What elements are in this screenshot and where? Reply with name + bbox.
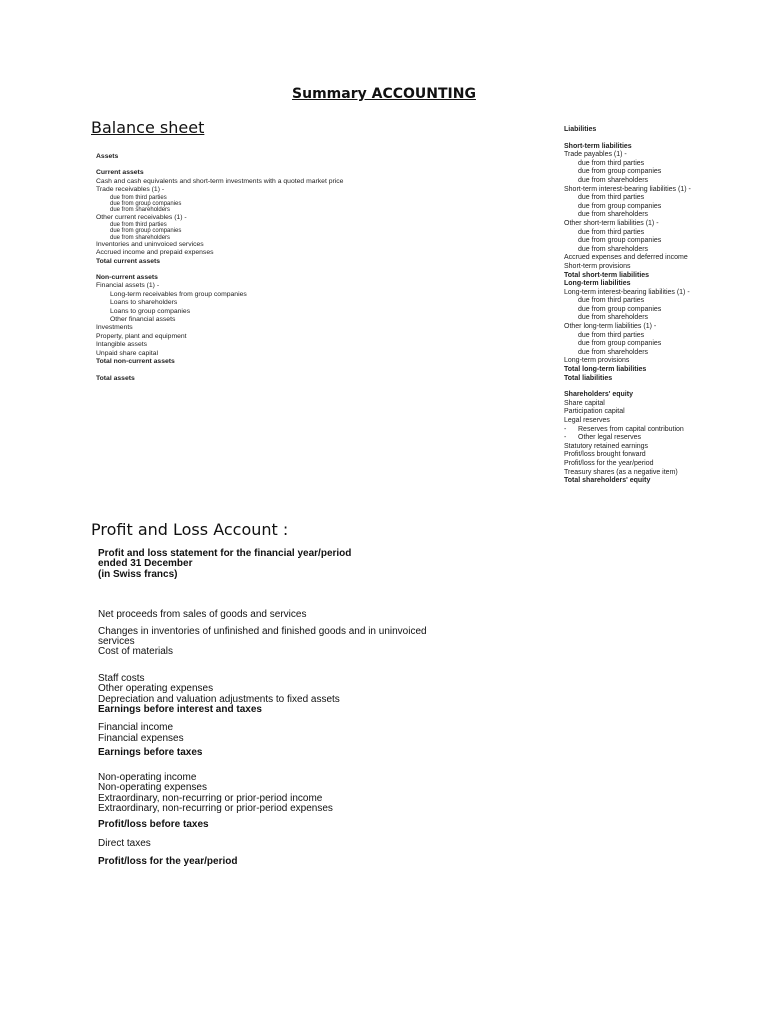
assets-list bbox=[96, 153, 386, 383]
liability-line: due from shareholders bbox=[578, 211, 649, 219]
asset-line-heading: Total assets bbox=[96, 374, 135, 382]
asset-line: due from shareholders bbox=[110, 234, 171, 241]
liability-line-heading: Total liabilities bbox=[564, 374, 613, 382]
liability-line: Profit/loss for the year/period bbox=[564, 459, 654, 467]
pl-line: Financial expenses bbox=[98, 732, 184, 744]
liability-line-heading: Shareholders' equity bbox=[564, 391, 633, 399]
pl-line-heading: Profit and loss statement for the financial year/period bbox=[98, 548, 352, 559]
asset-line: Other current receivables (1) - bbox=[96, 213, 187, 221]
liability-line: due from third parties bbox=[578, 331, 645, 339]
liability-line-heading: Short-term liabilities bbox=[564, 142, 632, 150]
profit-loss-heading: Profit and Loss Account : bbox=[91, 520, 289, 539]
liability-line: Treasury shares (as a negative item) bbox=[564, 468, 678, 476]
asset-line: Intangible assets bbox=[96, 341, 148, 349]
liability-line: Short-term interest-bearing liabilities (1) - bbox=[564, 185, 691, 193]
pl-line-heading: Earnings before interest and taxes bbox=[98, 704, 262, 716]
liability-line: Legal reserves bbox=[564, 417, 610, 424]
spacer bbox=[98, 658, 438, 674]
pl-line-heading: Earnings before taxes bbox=[98, 747, 203, 759]
liability-line-heading: Long-term liabilities bbox=[564, 280, 631, 288]
liability-line: due from shareholders bbox=[578, 348, 649, 356]
liability-line bbox=[564, 426, 754, 435]
liability-line: due from third parties bbox=[578, 194, 645, 202]
pl-line: Direct taxes bbox=[98, 837, 151, 849]
pl-line: Non-operating expenses bbox=[98, 782, 207, 794]
asset-line-heading: Assets bbox=[96, 153, 119, 160]
pl-line: Net proceeds from sales of goods and services bbox=[98, 609, 307, 621]
asset-line: Loans to shareholders bbox=[110, 299, 178, 307]
pl-line: Other operating expenses bbox=[98, 683, 214, 695]
liability-line bbox=[564, 434, 754, 443]
asset-line-heading: Total current assets bbox=[96, 257, 161, 265]
asset-line-heading: Total non-current assets bbox=[96, 358, 175, 366]
asset-line: Financial assets (1) - bbox=[96, 282, 160, 290]
spacer bbox=[564, 135, 754, 143]
liability-line: Long-term provisions bbox=[564, 357, 630, 365]
pl-line-heading: Profit/loss for the year/period bbox=[98, 856, 238, 868]
pl-line-heading: Profit/loss before taxes bbox=[98, 819, 209, 831]
pl-line: Extraordinary, non-recurring or prior-period income bbox=[98, 792, 323, 804]
pl-line: Changes in inventories of unfinished and finished goods and in uninvoiced bbox=[98, 625, 427, 637]
dash-marker: - bbox=[564, 425, 567, 433]
liability-line: Share capital bbox=[564, 399, 605, 407]
liabilities-list bbox=[564, 126, 754, 486]
asset-line: due from shareholders bbox=[110, 207, 171, 214]
liability-line-heading: Liabilities bbox=[564, 126, 597, 133]
asset-line: Accrued income and prepaid expenses bbox=[96, 249, 214, 257]
asset-line: due from third parties bbox=[110, 194, 167, 201]
spacer bbox=[564, 383, 754, 391]
liability-line: due from third parties bbox=[578, 228, 645, 236]
liability-line: due from group companies bbox=[578, 168, 662, 176]
liability-line: due from third parties bbox=[578, 297, 645, 305]
spacer bbox=[96, 367, 386, 375]
balance-sheet-heading: Balance sheet bbox=[91, 118, 205, 137]
profit-loss-statement bbox=[98, 549, 438, 868]
asset-line: Investments bbox=[96, 324, 133, 332]
asset-line-heading: Non-current assets bbox=[96, 274, 158, 282]
dash-marker: - bbox=[564, 434, 567, 442]
liability-line: due from group companies bbox=[578, 237, 662, 245]
liability-line: Accrued expenses and deferred income bbox=[564, 254, 688, 262]
liability-line: Participation capital bbox=[564, 408, 625, 416]
pl-line-heading: (in Swiss francs) bbox=[98, 568, 178, 580]
liability-line-label: Reserves from capital contribution bbox=[578, 425, 684, 433]
asset-line: Loans to group companies bbox=[110, 307, 191, 315]
liability-line: due from shareholders bbox=[578, 245, 649, 253]
spacer bbox=[98, 580, 438, 610]
liability-line: due from shareholders bbox=[578, 176, 649, 184]
liability-line: due from group companies bbox=[578, 305, 662, 313]
asset-line-heading: Current assets bbox=[96, 169, 144, 177]
pl-line: Cost of materials bbox=[98, 646, 174, 658]
asset-line: Inventories and uninvoiced services bbox=[96, 240, 204, 248]
liability-line: due from group companies bbox=[578, 202, 662, 210]
liability-line: Trade payables (1) - bbox=[564, 151, 627, 159]
liability-line: Profit/loss brought forward bbox=[564, 451, 646, 459]
asset-line: Cash and cash equivalents and short-term investments with a quoted market price bbox=[96, 177, 344, 185]
liability-line: Long-term interest-bearing liabilities (1) - bbox=[564, 288, 690, 296]
pl-line: Extraordinary, non-recurring or prior-period expenses bbox=[98, 802, 333, 814]
liability-line-heading: Total long-term liabilities bbox=[564, 366, 647, 374]
spacer bbox=[96, 161, 386, 169]
liability-line-label: Other legal reserves bbox=[578, 434, 642, 442]
pl-line: Depreciation and valuation adjustments to fixed assets bbox=[98, 693, 340, 705]
spacer bbox=[96, 266, 386, 274]
liability-line: due from group companies bbox=[578, 340, 662, 348]
asset-line: Unpaid share capital bbox=[96, 349, 158, 357]
pl-line: Financial income bbox=[98, 722, 174, 734]
page-title: Summary ACCOUNTING bbox=[292, 86, 476, 102]
liability-line: Other short-term liabilities (1) - bbox=[564, 219, 659, 227]
liability-line: due from third parties bbox=[578, 159, 645, 167]
pl-line: Non-operating income bbox=[98, 771, 197, 783]
pl-line: services bbox=[98, 636, 135, 648]
pl-line: Staff costs bbox=[98, 672, 145, 684]
liability-line-heading: Total shareholders' equity bbox=[564, 477, 651, 485]
asset-line: Other financial assets bbox=[110, 316, 176, 324]
liability-line: due from shareholders bbox=[578, 314, 649, 322]
liability-line: Other long-term liabilities (1) - bbox=[564, 323, 657, 331]
liability-line: Statutory retained earnings bbox=[564, 442, 649, 450]
spacer bbox=[98, 759, 438, 773]
liability-line: Short-term provisions bbox=[564, 262, 631, 270]
asset-line: Trade receivables (1) - bbox=[96, 186, 165, 194]
pl-line-heading: ended 31 December bbox=[98, 558, 193, 570]
asset-line: Long-term receivables from group companies bbox=[110, 290, 247, 298]
asset-line: due from group companies bbox=[110, 228, 182, 235]
asset-line: Property, plant and equipment bbox=[96, 332, 187, 340]
liability-line-heading: Total short-term liabilities bbox=[564, 271, 650, 279]
asset-line: due from third parties bbox=[110, 221, 167, 228]
asset-line: due from group companies bbox=[110, 200, 182, 207]
